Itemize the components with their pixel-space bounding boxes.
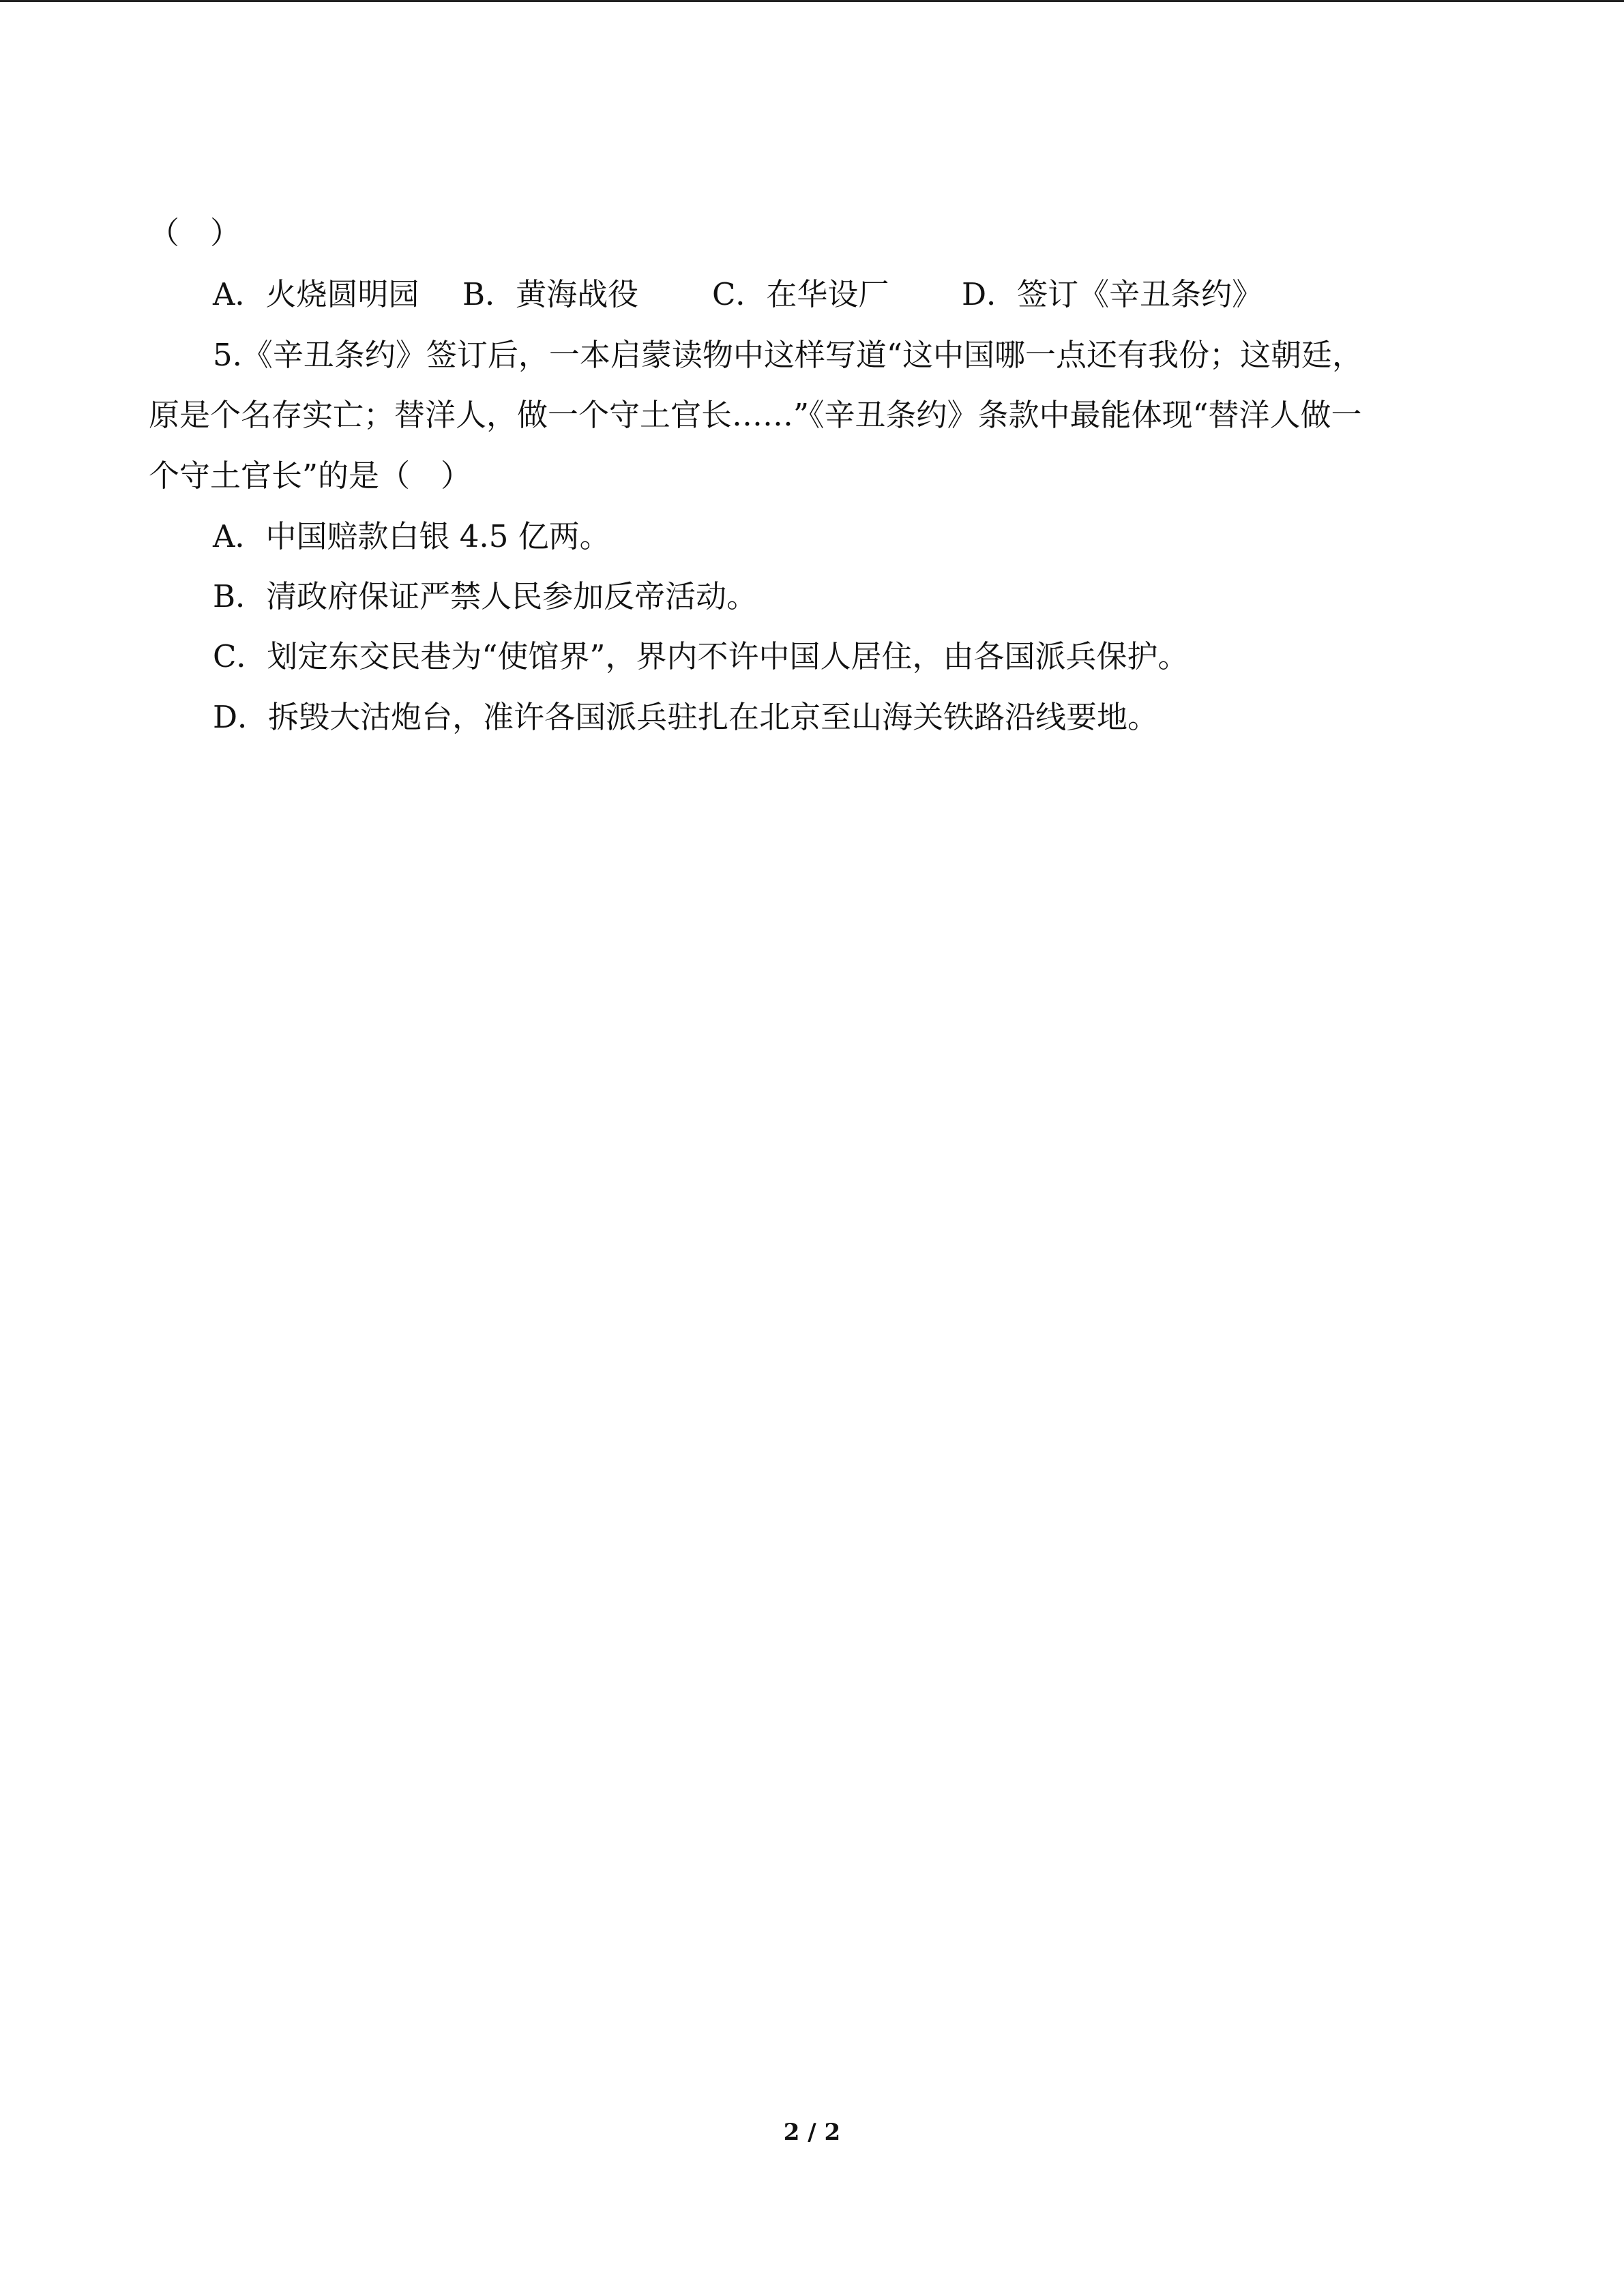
question-4-option-d: D．签订《辛丑条约》: [962, 276, 1263, 312]
question-5-stem-line-3: 个守土官长”的是（ ）: [149, 458, 472, 494]
question-5-option-b: B．清政府保证严禁人民参加反帝活动。: [213, 578, 758, 614]
question-5-option-c: C．划定东交民巷为“使馆界”，界内不许中国人居住，由各国派兵保护。: [213, 638, 1189, 674]
question-4-option-b: B．黄海战役: [462, 276, 639, 312]
question-5-stem-line-2: 原是个名存实亡；替洋人，做一个守土官长……”《辛丑条约》条款中最能体现“替洋人做一: [149, 397, 1362, 433]
question-5-stem-line-1: 5.《辛丑条约》签订后，一本启蒙读物中这样写道“这中国哪一点还有我份；这朝廷，: [213, 337, 1363, 373]
question-4-answer-bracket: （ ）: [149, 215, 241, 251]
question-5-option-a: A．中国赔款白银 4.5 亿两。: [213, 518, 610, 554]
question-4-option-c: C．在华设厂: [712, 276, 889, 312]
question-4-options: [213, 274, 1263, 315]
question-4-option-a: A．火烧圆明园: [213, 276, 419, 312]
page-number: 2 / 2: [783, 2119, 841, 2146]
question-5-option-d: D．拆毁大沽炮台，准许各国派兵驻扎在北京至山海关铁路沿线要地。: [213, 699, 1159, 735]
